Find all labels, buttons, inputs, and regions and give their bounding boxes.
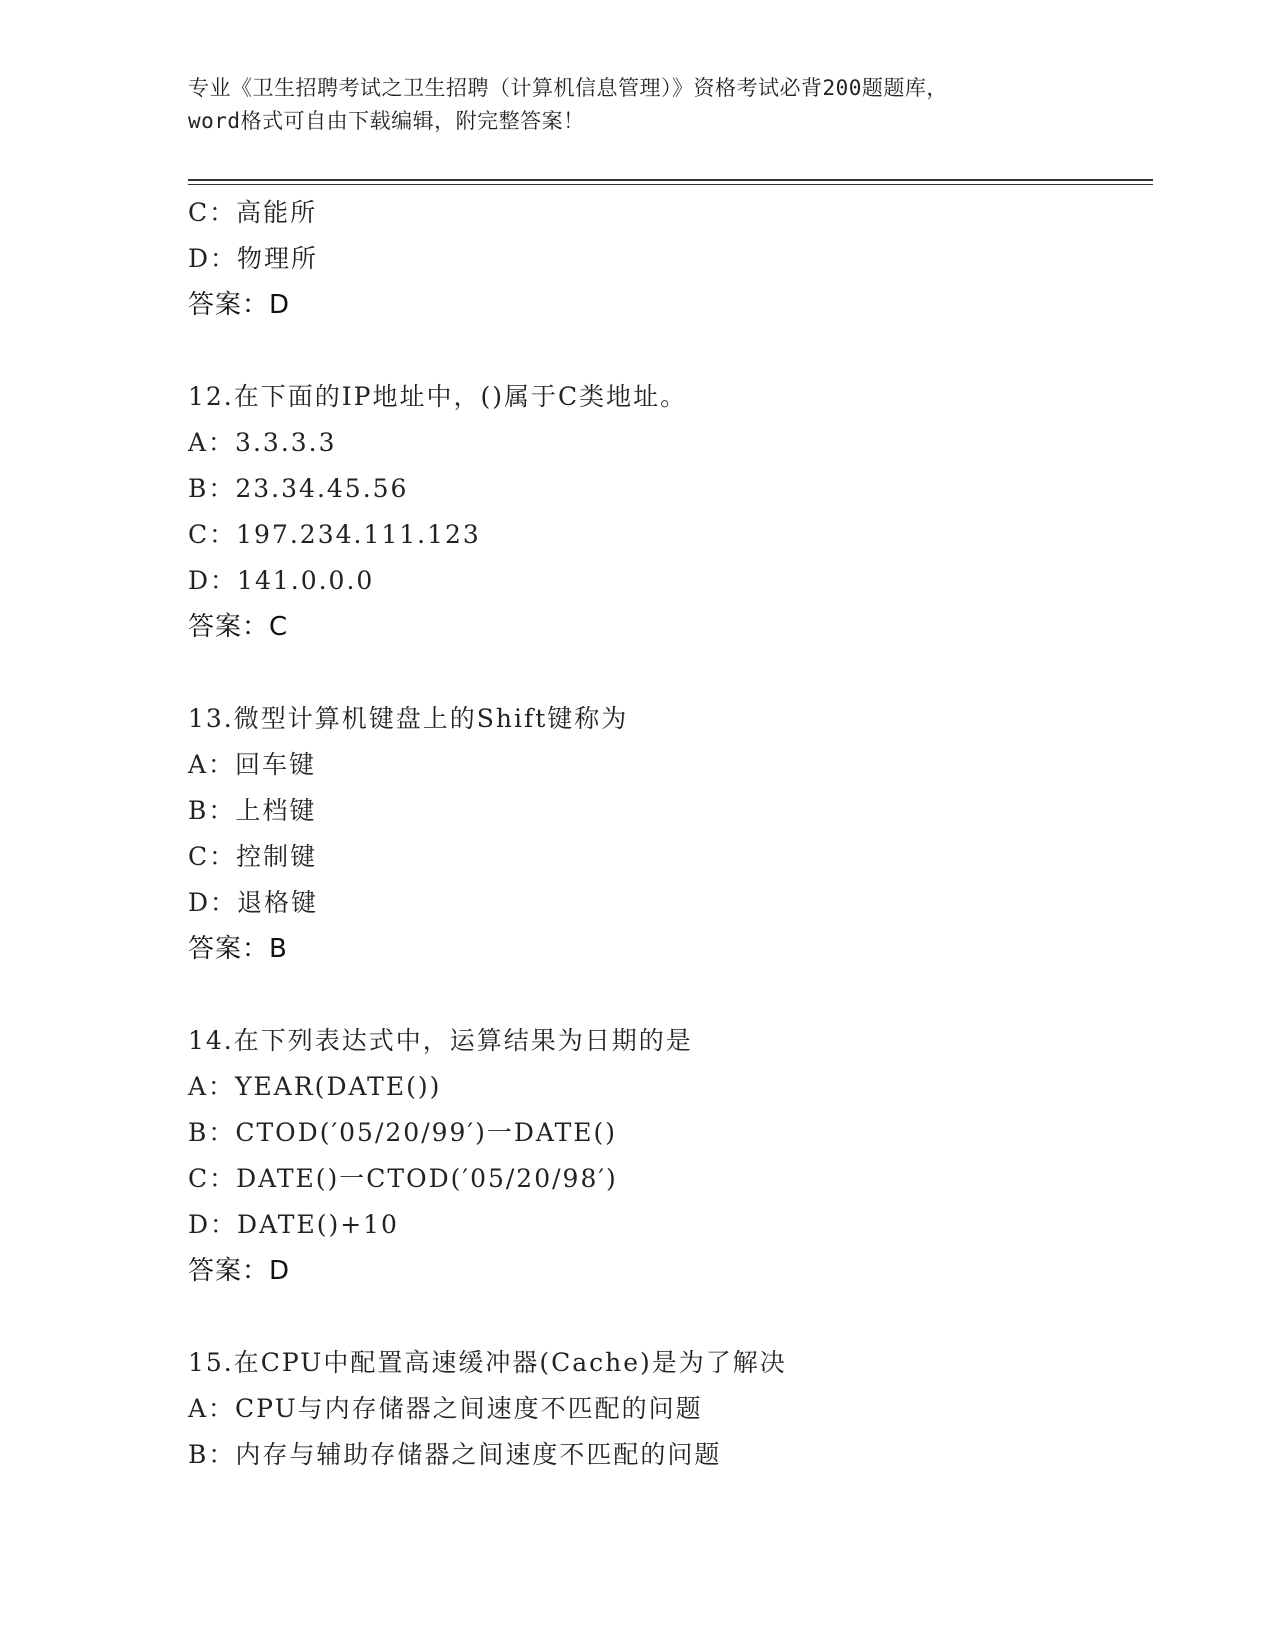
document-header xyxy=(188,72,1088,138)
question-block-12 xyxy=(188,374,1153,650)
header-title-line-2: word格式可自由下载编辑，附完整答案！ xyxy=(188,109,585,133)
question-block-13 xyxy=(188,696,1153,972)
spacer xyxy=(188,650,1153,696)
option-c: C：197.234.111.123 xyxy=(188,520,481,549)
question-stem: 15.在CPU中配置高速缓冲器(Cache)是为了解决 xyxy=(188,1348,787,1377)
option-d: D：DATE()+10 xyxy=(188,1210,399,1239)
option-d: D：退格键 xyxy=(188,888,319,917)
question-stem: 14.在下列表达式中，运算结果为日期的是 xyxy=(188,1026,693,1055)
spacer xyxy=(188,1294,1153,1340)
option-b: B：内存与辅助存储器之间速度不匹配的问题 xyxy=(188,1440,722,1469)
option-d: D：物理所 xyxy=(188,244,319,273)
option-d: D：141.0.0.0 xyxy=(188,566,375,595)
question-block-15 xyxy=(188,1340,1153,1478)
answer-line: 答案：D xyxy=(188,1256,291,1286)
header-title-line-1: 专业《卫生招聘考试之卫生招聘（计算机信息管理）》资格考试必背200题题库， xyxy=(188,76,948,100)
option-a: A：3.3.3.3 xyxy=(188,428,337,457)
answer-line: 答案：B xyxy=(188,934,288,964)
spacer xyxy=(188,972,1153,1018)
option-b: B：CTOD(′05/20/99′)一DATE() xyxy=(188,1118,618,1147)
answer-line: 答案：C xyxy=(188,612,289,642)
option-b: B：23.34.45.56 xyxy=(188,474,409,503)
option-a: A：回车键 xyxy=(188,750,317,779)
option-c: C：控制键 xyxy=(188,842,318,871)
option-b: B：上档键 xyxy=(188,796,317,825)
option-c: C：高能所 xyxy=(188,198,318,227)
question-block-11 xyxy=(188,190,1153,328)
question-stem: 12.在下面的IP地址中，()属于C类地址。 xyxy=(188,382,688,411)
option-c: C：DATE()一CTOD(′05/20/98′) xyxy=(188,1164,618,1193)
header-divider-thin xyxy=(188,184,1153,185)
option-a: A：CPU与内存储器之间速度不匹配的问题 xyxy=(188,1394,703,1423)
option-a: A：YEAR(DATE()) xyxy=(188,1072,442,1101)
question-stem: 13.微型计算机键盘上的Shift键称为 xyxy=(188,704,629,733)
question-list xyxy=(188,190,1153,1478)
spacer xyxy=(188,328,1153,374)
answer-line: 答案：D xyxy=(188,290,291,320)
header-divider-thick xyxy=(188,179,1153,181)
question-block-14 xyxy=(188,1018,1153,1294)
